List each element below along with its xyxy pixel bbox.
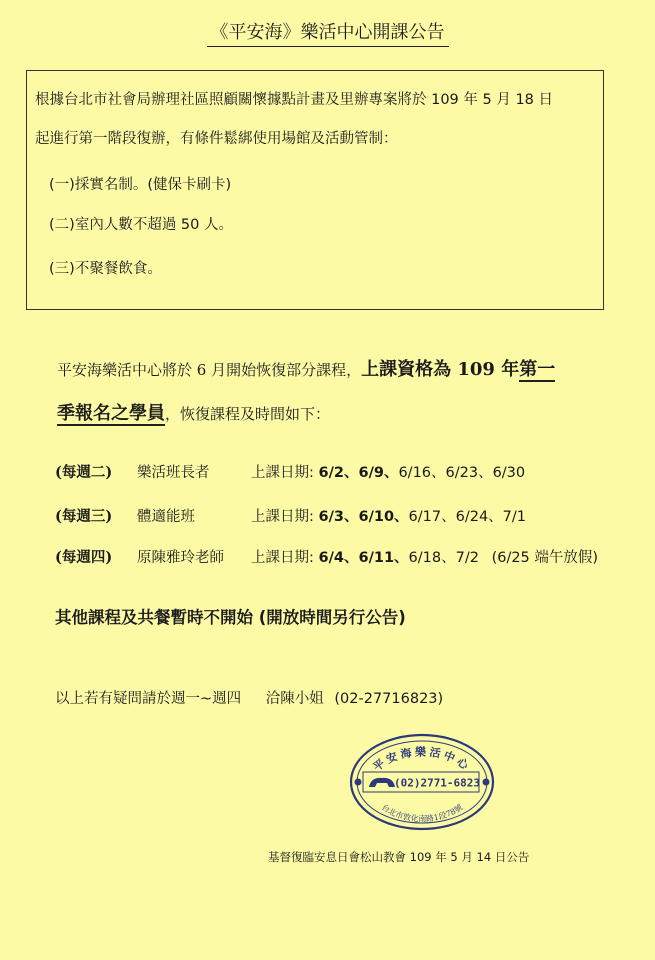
intro-line-1	[57, 355, 555, 381]
intro-line-2	[57, 399, 330, 425]
schedule-rest-dates: 6/17、6/24、7/1	[408, 509, 527, 525]
stamp-flower-icon	[355, 779, 362, 786]
notice-box	[26, 70, 604, 310]
schedule-rest-dates: 6/16、6/23、6/30	[398, 465, 526, 481]
schedule-class: 體適能班	[137, 509, 195, 525]
contact-line	[55, 687, 443, 708]
stamp-phone-text: (02)2771-6823	[393, 776, 481, 790]
schedule-rest-dates: 6/18、7/2	[408, 550, 479, 566]
stamp-bottom-text: 台北市敦化南路1段78號	[379, 802, 465, 824]
footer-announcement: 基督復臨安息日會松山教會 109 年 5 月 14 日公告	[268, 850, 530, 864]
notice-item-3: (三)不聚餐飲食。	[49, 261, 162, 277]
organization-stamp	[349, 732, 495, 832]
contact-person: 洽陳小姐	[265, 691, 324, 707]
intro-part-2: 上課資格為 109 年	[361, 359, 520, 380]
stamp-flower-icon	[483, 779, 490, 786]
notice-item-2: (二)室內人數不超過 50 人。	[49, 217, 233, 233]
schedule-date-label: 上課日期:	[251, 550, 314, 566]
intro-part-1: 平安海樂活中心將於 6 月開始恢復部分課程，	[57, 361, 362, 379]
schedule-note: (6/25 端午放假)	[491, 550, 599, 566]
title-text: 《平安海》樂活中心開課公告	[207, 22, 449, 47]
schedule-dates	[251, 546, 598, 567]
schedule-day: (每週四)	[55, 549, 113, 566]
schedule-bold-dates: 6/3、6/10、	[318, 509, 409, 525]
stamp-top-text: 平安海樂活中心	[370, 745, 474, 774]
other-courses-notice: 其他課程及共餐暫時不開始 (開放時間另行公告)	[55, 608, 406, 627]
schedule-bold-dates: 6/2、6/9、	[318, 465, 399, 481]
notice-line-2: 起進行第一階段復辦，有條件鬆綁使用場館及活動管制：	[35, 131, 398, 147]
contact-text: 以上若有疑問請於週一~週四	[55, 691, 242, 707]
intro-part-4: 季報名之學員	[57, 403, 165, 424]
schedule-bold-dates: 6/4、6/11、	[318, 550, 409, 566]
page-title	[0, 18, 655, 44]
intro-part-3: 第一	[519, 359, 556, 380]
contact-phone: (02-27716823)	[334, 691, 444, 707]
schedule-dates	[251, 505, 526, 526]
notice-item-1: (一)採實名制。(健保卡刷卡)	[49, 177, 232, 193]
schedule-class: 原陳雅玲老師	[137, 550, 224, 566]
schedule-class: 樂活班長者	[137, 465, 210, 481]
schedule-day: (每週三)	[55, 508, 113, 525]
schedule-day: (每週二)	[55, 464, 113, 481]
telephone-icon	[369, 778, 395, 787]
schedule-dates	[251, 461, 525, 482]
intro-part-5: ，恢復課程及時間如下：	[165, 405, 331, 423]
schedule-date-label: 上課日期:	[251, 509, 314, 525]
notice-line-1: 根據台北市社會局辦理社區照顧關懷據點計畫及里辦專案將於 109 年 5 月 18 日	[35, 92, 554, 108]
schedule-date-label: 上課日期:	[251, 465, 314, 481]
